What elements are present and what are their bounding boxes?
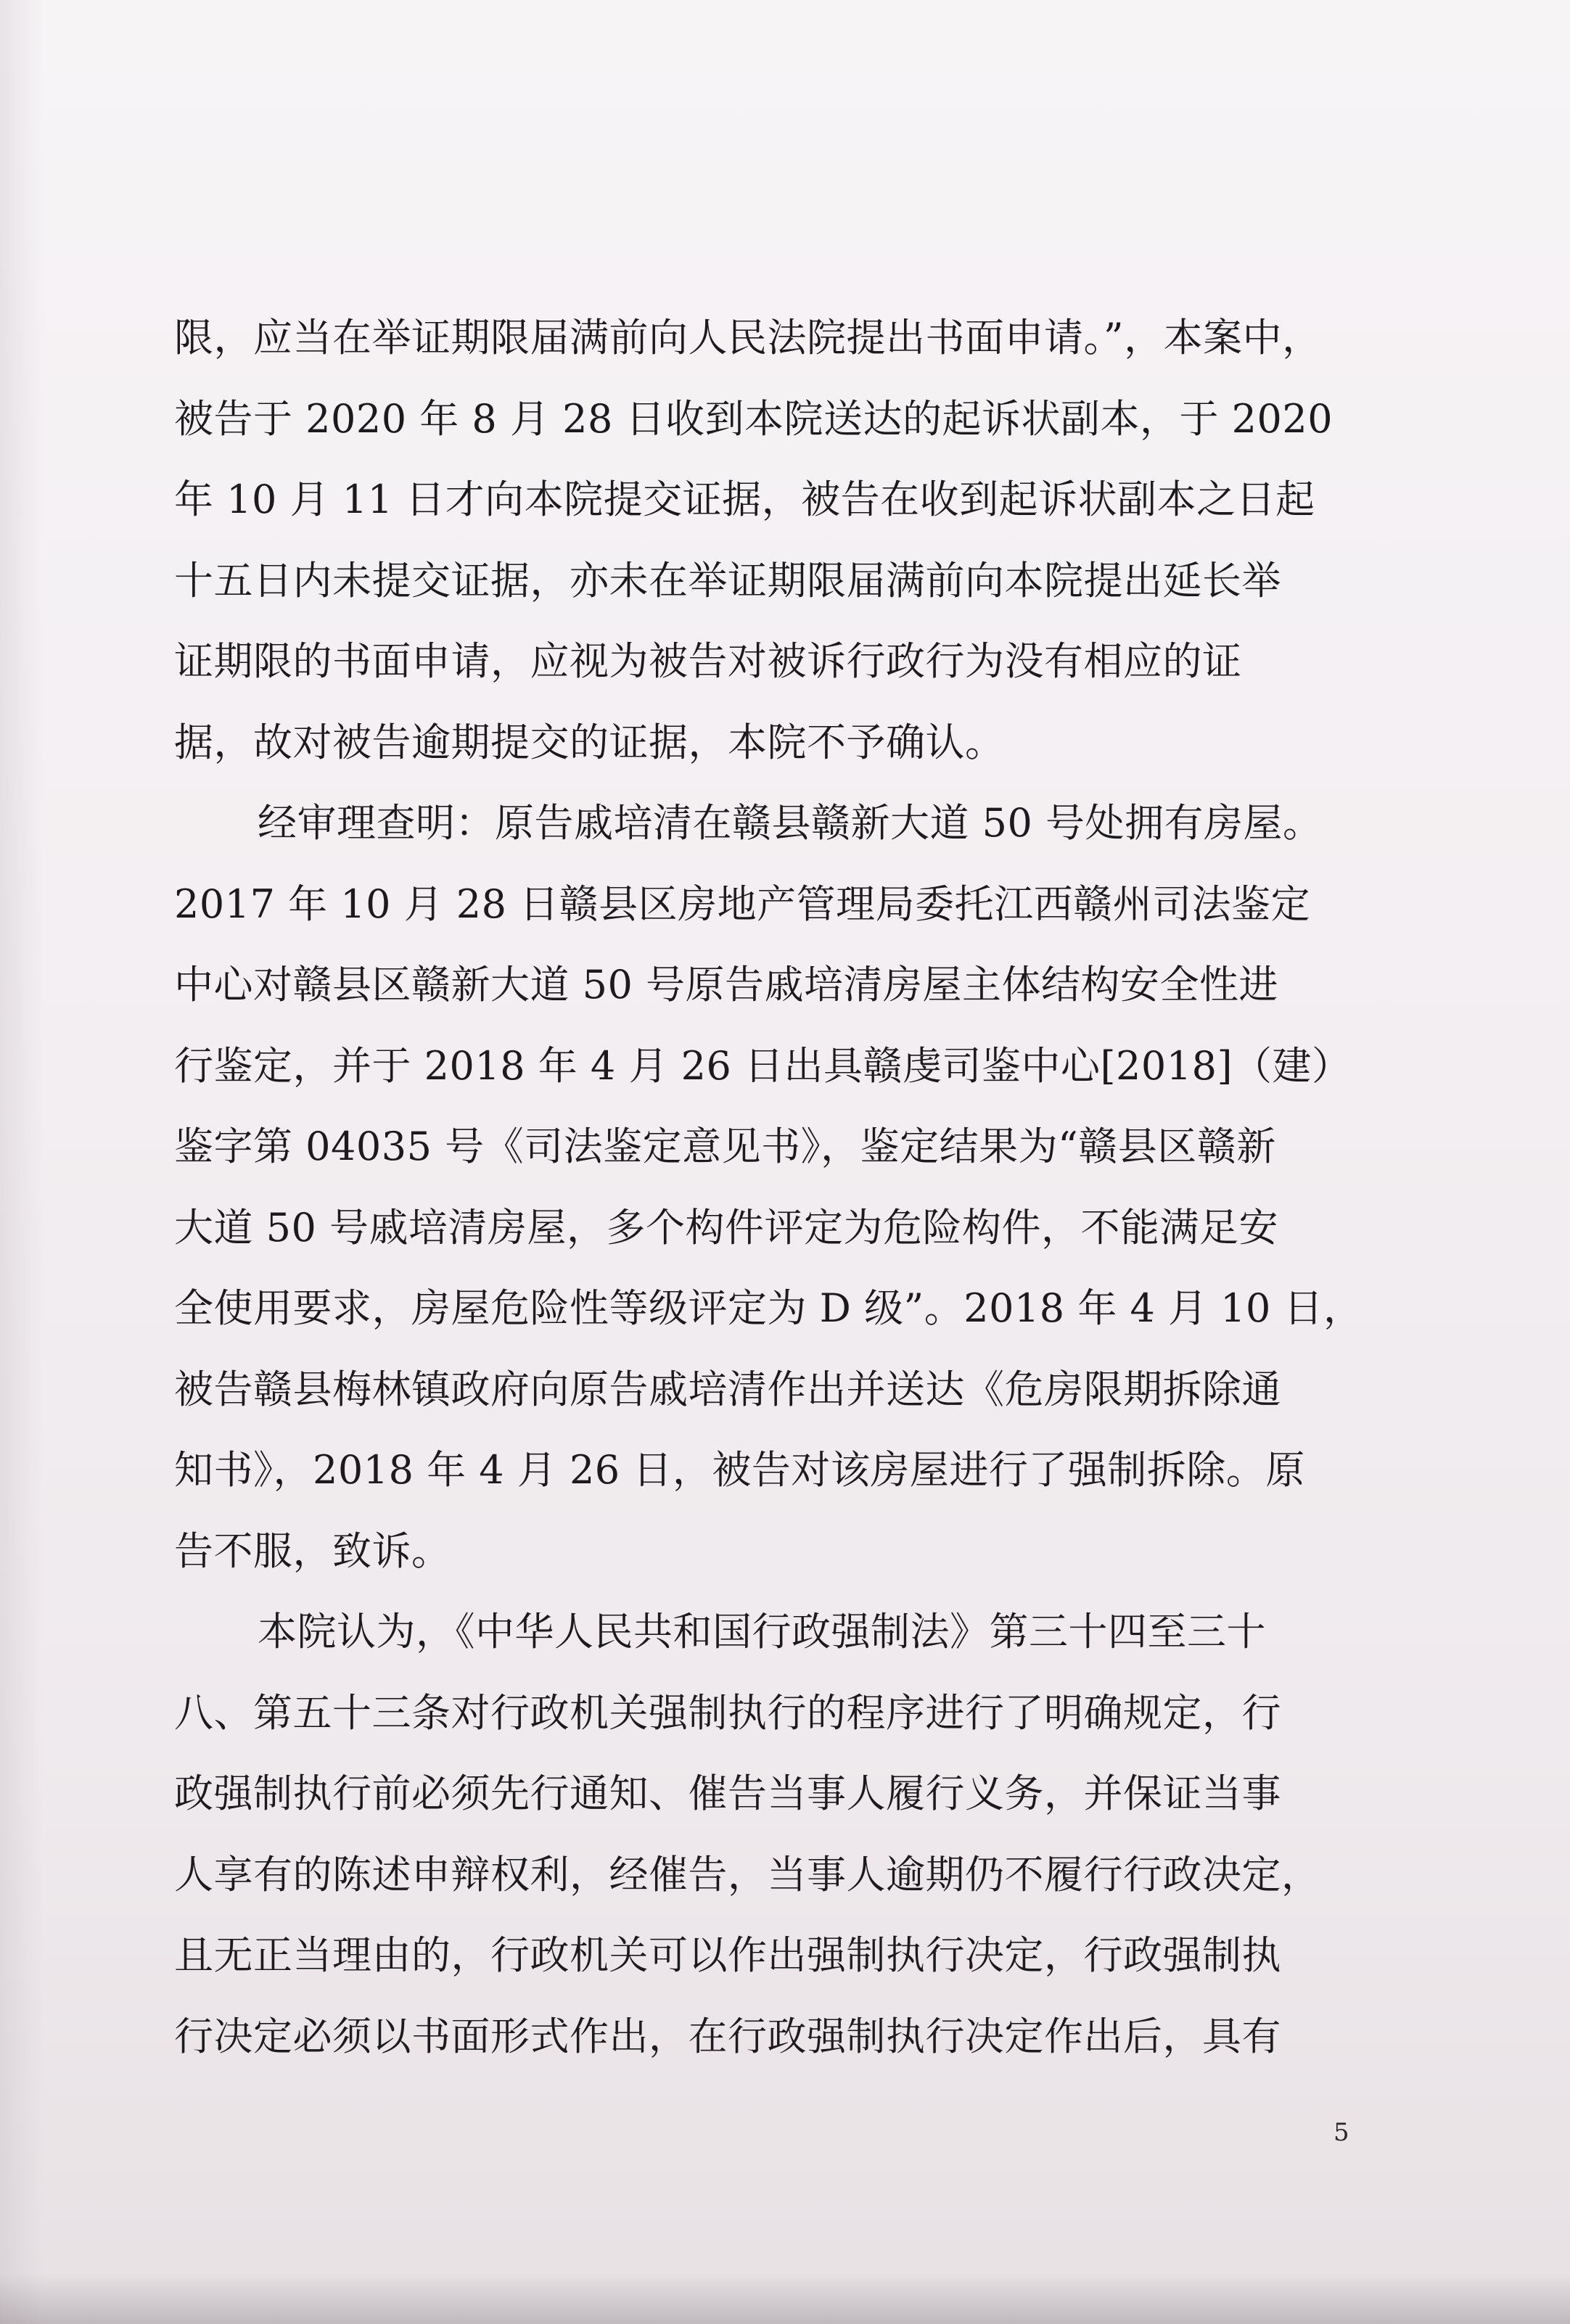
text-line: 且无正当理由的，行政机关可以作出强制执行决定，行政强制执 — [174, 1932, 1281, 1978]
text-line: 行决定必须以书面形式作出，在行政强制执行决定作出后，具有 — [174, 2013, 1281, 2059]
text-line: 据，故对被告逾期提交的证据，本院不予确认。 — [174, 719, 1005, 765]
text-line: 全使用要求，房屋危险性等级评定为 D 级”。2018 年 4 月 10 日， — [174, 1285, 1363, 1331]
paragraph-start-line: 本院认为，《中华人民共和国行政强制法》第三十四至三十 — [258, 1609, 1266, 1655]
text-line: 行鉴定，并于 2018 年 4 月 26 日出具赣虔司鉴中心[2018]（建） — [174, 1042, 1352, 1089]
text-line: 人享有的陈述申辩权利，经催告，当事人逾期仍不履行行政决定， — [174, 1851, 1321, 1897]
text-line: 知书》，2018 年 4 月 26 日，被告对该房屋进行了强制拆除。原 — [174, 1447, 1305, 1493]
page-number: 5 — [1333, 2118, 1349, 2147]
text-line: 限，应当在举证期限届满前向人民法院提出书面申请。”，本案中， — [174, 315, 1322, 360]
text-line: 证期限的书面申请，应视为被告对被诉行政行为没有相应的证 — [174, 638, 1242, 684]
text-line: 被告赣县梅林镇政府向原告戚培清作出并送达《危房限期拆除通 — [174, 1366, 1281, 1412]
text-line: 被告于 2020 年 8 月 28 日收到本院送达的起诉状副本，于 2020 — [174, 395, 1333, 442]
text-line: 中心对赣县区赣新大道 50 号原告戚培清房屋主体结构安全性进 — [174, 962, 1279, 1008]
text-line: 十五日内未提交证据，亦未在举证期限届满前向本院提出延长举 — [174, 557, 1281, 603]
text-line: 政强制执行前必须先行通知、催告当事人履行义务，并保证当事 — [174, 1771, 1281, 1816]
document-body — [174, 297, 1363, 2077]
text-line: 年 10 月 11 日才向本院提交证据，被告在收到起诉状副本之日起 — [174, 477, 1315, 522]
text-line: 告不服，致诉。 — [174, 1528, 451, 1574]
text-line: 鉴字第 04035 号《司法鉴定意见书》，鉴定结果为“赣县区赣新 — [174, 1124, 1276, 1169]
text-line: 2017 年 10 月 28 日赣县区房地产管理局委托江西赣州司法鉴定 — [174, 881, 1311, 927]
text-line: 大道 50 号戚培清房屋，多个构件评定为危险构件，不能满足安 — [174, 1204, 1279, 1250]
text-line: 八、第五十三条对行政机关强制执行的程序进行了明确规定，行 — [174, 1689, 1281, 1736]
paragraph-start-line: 经审理查明：原告戚培清在赣县赣新大道 50 号处拥有房屋。 — [258, 800, 1323, 846]
